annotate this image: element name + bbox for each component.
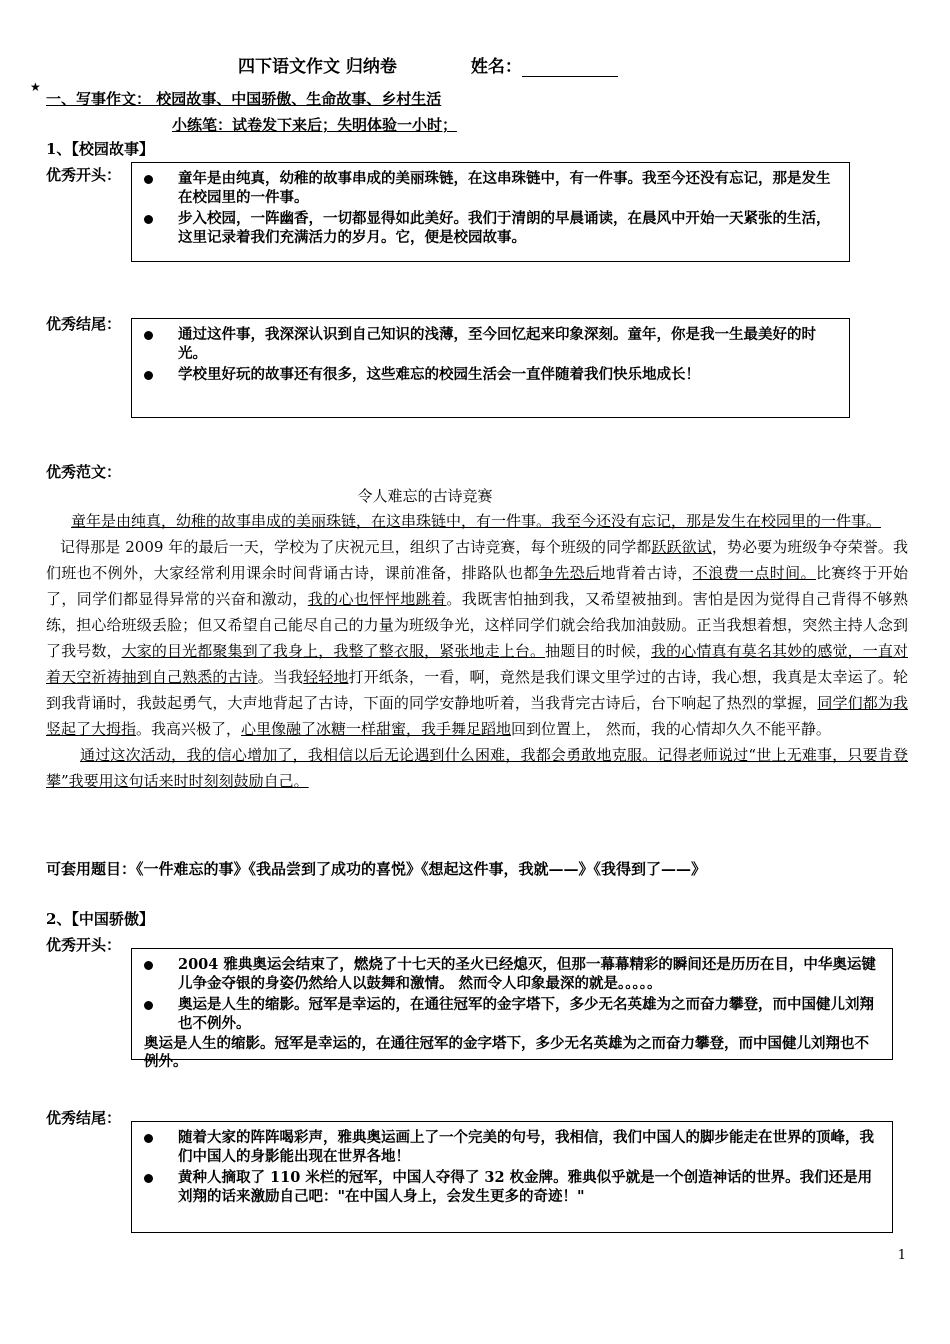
topic2-title: 2、【中国骄傲】 <box>46 910 154 928</box>
topic1-title: 1、【校园故事】 <box>46 140 154 158</box>
essay-title: 令人难忘的古诗竞赛 <box>357 487 493 505</box>
bullet-icon <box>144 215 153 224</box>
bullet-icon <box>144 175 153 184</box>
name-blank-line <box>522 60 618 77</box>
list-item: 通过这件事，我深深认识到自己知识的浅薄，至今回忆起来印象深刻。童年，你是我一生最美好的时光。 <box>178 325 839 363</box>
star-icon: ★ <box>30 80 41 94</box>
section-heading: 一、写事作文： 校园故事、中国骄傲、生命故事、乡村生活 <box>46 90 442 108</box>
list-item: 黄种人摘取了 110 米栏的冠军，中国人夺得了 32 枚金牌。雅典似乎就是一个创造神话的世界。我们还是用刘翔的话来激励自己吧："在中国人身上，会发生更多的奇迹！" <box>178 1168 882 1206</box>
bullet-icon <box>144 1001 153 1010</box>
topic2-opening-label: 优秀开头： <box>46 936 122 954</box>
list-item: 童年是由纯真，幼稚的故事串成的美丽珠链，在这串珠链中，有一件事。我至今还没有忘记，那是发生在校园里的一件事。 <box>178 169 839 207</box>
topic1-opening-box <box>131 162 850 262</box>
bullet-icon <box>144 1134 153 1143</box>
essay-body <box>46 508 908 794</box>
list-item: 学校里好玩的故事还有很多，这些难忘的校园生活会一直伴随着我们快乐地成长！ <box>178 365 839 384</box>
list-item: 2004 雅典奥运会结束了，燃烧了十七天的圣火已经熄灭，但那一幕幕精彩的瞬间还是历历在目，中华奥运键儿争金夺银的身姿仍然给人以鼓舞和激情。 然而令人印象最深的就是。。。。。 <box>178 955 882 993</box>
name-label: 姓名： <box>470 57 522 77</box>
essay-paragraph-2: 记得那是 2009 年的最后一天，学校为了庆祝元旦，组织了古诗竞赛，每个班级的同学都跃跃欲试，势必要为班级争夺荣誉。我们班也不例外，大家经常利用课余时间背诵古诗，课前准备，排路队也都争先恐后地背着古诗，不浪费一点时间。比赛终于开始了，同学们都显得异常的兴奋和激动，我的心也怦怦地跳着。我既害怕抽到我，又希望被抽到。害怕是因为觉得自己背得不够熟练，担心给班级丢脸；但又希望自己能尽自己的力量为班级争光，这样同学们就会给我加油鼓励。正当我想着想，突然主持人念到了我号数，大家的目光都聚集到了我身上，我整了整衣服，紧张地走上台。抽题目的时候，我的心情真有莫名其妙的感觉，一直对着天空祈祷抽到自己熟悉的古诗。当我轻轻地打开纸条，一看，啊，竟然是我们课文里学过的古诗，我心想，我真是太幸运了。轮到我背诵时，我鼓起勇气，大声地背起了古诗，下面的同学安静地听着，当我背完古诗后，台下响起了热烈的掌握，同学们都为我竖起了大拇指。我高兴极了，心里像融了冰糖一样甜蜜，我手舞足蹈地回到位置上， 然而，我的心情却久久不能平静。 <box>46 538 908 738</box>
document-title <box>238 52 618 77</box>
page-number: 1 <box>897 1248 906 1263</box>
list-item: 奥运是人生的缩影。冠军是幸运的，在通往冠军的金字塔下，多少无名英雄为之而奋力攀登，而中国健儿刘翔也不例外。 <box>178 995 882 1033</box>
suggested-titles: 可套用题目：《一件难忘的事》《我品尝到了成功的喜悦》《想起这件事，我就——》《我得到了——》 <box>46 860 707 878</box>
practice-line: 小练笔：试卷发下来后；失明体验一小时； <box>172 116 458 134</box>
bullet-icon <box>144 371 153 380</box>
essay-paragraph-3: 通过这次活动，我的信心增加了，我相信以后无论遇到什么困难，我都会勇敢地克服。记得老师说过“世上无难事，只要肯登攀”我要用这句话来时时刻刻鼓励自己。 <box>46 746 908 790</box>
topic2-opening-box <box>131 948 893 1070</box>
essay-paragraph-1: 童年是由纯真，幼稚的故事串成的美丽珠链，在这串珠链中，有一件事。我至今还没有忘记，那是发生在校园里的一件事。 <box>71 512 882 530</box>
topic1-ending-box <box>131 318 850 418</box>
overflow-text: 奥运是人生的缩影。冠军是幸运的，在通往冠军的金字塔下，多少无名英雄为之而奋力攀登，而中国健儿刘翔也不例外。 <box>144 1035 869 1070</box>
topic2-ending-label: 优秀结尾： <box>46 1109 122 1127</box>
title-text: 四下语文作文 归纳卷 <box>238 57 397 77</box>
topic1-opening-label: 优秀开头： <box>46 166 122 184</box>
bullet-icon <box>144 331 153 340</box>
list-item: 随着大家的阵阵喝彩声，雅典奥运画上了一个完美的句号，我相信，我们中国人的脚步能走在世界的顶峰，我们中国人的身影能出现在世界各地！ <box>178 1128 882 1166</box>
topic1-sample-label: 优秀范文： <box>46 463 122 481</box>
bullet-icon <box>144 1174 153 1183</box>
list-item: 步入校园，一阵幽香，一切都显得如此美好。我们于清朗的早晨诵读，在晨风中开始一天紧张的生活，这里记录着我们充满活力的岁月。它，便是校园故事。 <box>178 209 839 247</box>
bullet-icon <box>144 961 153 970</box>
topic2-ending-box <box>131 1121 893 1233</box>
topic1-ending-label: 优秀结尾： <box>46 315 122 333</box>
